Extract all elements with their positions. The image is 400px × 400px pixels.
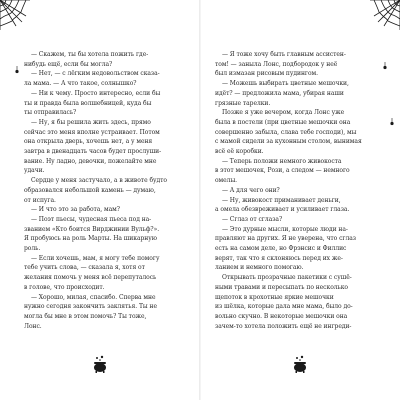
text-line: в голове, что происходит. [24,283,105,291]
text-line: нужно сегодня закончить заклятья. Ты не [24,303,157,311]
right-page-text [215,50,375,331]
text-line: а омела обезвреживает и усиливает глаза. [215,206,350,214]
text-line: — Скажем, ты бы хотела пожить где- [31,51,149,58]
text-line: — Если хочешь, мам, я могу тебе помогу [31,254,160,262]
text-line: — Я тоже хочу быть главным ассистен- [222,51,346,58]
left-page [0,0,199,400]
text-line: зачем-то хотела положить ещё не ингреди- [215,322,352,330]
spider-icon [389,118,395,126]
text-line: званием «Кто боится Вирджинии Вульф?». [24,225,160,233]
text-line: вание. Ну ладно, девочки, пожелайте мне [24,157,157,165]
text-line: — Сглаз от сглаза? [222,215,283,223]
text-line: Сердце у меня застучало, а в животе будто [31,177,167,185]
text-line: она открыла дверь, хочешь нет, а у меня [24,138,153,146]
text-line: Я пробуюсь на роль Марты. На шикарную [24,235,157,243]
text-line: образовался небольшой камень — думаю, [24,186,156,194]
text-line: есть на самом деле, но Фрэнсис и Филлис [215,245,347,253]
text-line: с мамой сидели за кухонным столом, вынимая [215,138,362,146]
text-line: — Это дурные мысли, которые люди на- [222,225,348,233]
text-line: омелы. [215,177,238,185]
text-line: ла мама. — А что такое, солнышко? [24,80,137,88]
spiderweb-icon [366,0,400,34]
text-line: идёт? — предложила мама, убирая наши [215,89,344,97]
text-line: желания помочь у меня всё перепуталось [24,274,157,282]
text-line: был измазан рисовым пудингом. [215,70,319,78]
text-line: тебе учить слова, — сказала я, хотя от [24,264,145,272]
text-line: сейчас это меня вполне устраивает. Потом [24,128,160,136]
text-line: вольно скучно. В некоторые мешочки она [215,312,348,320]
text-line: Позже я уже вечером, когда Лонс уже [222,109,345,117]
text-line: — И что это за работа, мам? [31,206,120,214]
text-line: верят, так что я склоняюсь перед их же- [215,254,343,262]
text-line: завтра в двенадцать часов будет прослуши- [24,148,162,156]
text-line: ты отправилась? [24,109,77,117]
text-line: — Ни к чему. Просто интересно, если бы [31,89,161,97]
text-line: была в постели (при цветные мешочки она [215,118,351,126]
text-line: ными травами и пересыпать по несколько [215,283,348,291]
text-line: — А для чего они? [222,186,280,194]
left-page-text [24,50,184,331]
text-line: — Теперь положи немного живокоста [222,157,342,165]
text-line: — Можешь выбирать цветные мешочки, [222,80,349,88]
spider-icon [382,62,388,70]
spiderweb-icon [0,0,34,34]
text-line: совершенно забыла, слава тебе господи), мы [215,128,357,136]
cauldron-icon [292,355,308,373]
text-line: от испуга. [24,196,56,204]
spider-icon [14,66,20,74]
text-line: из шёлка, которые дала мне мама, было до- [215,303,353,311]
text-line: — Нет, — с лёгким недовольством сказа- [31,70,160,78]
cauldron-icon [92,355,108,373]
text-line: ланием и немного помогаю. [215,264,304,272]
text-line: в этот мешочек, Рози, а следом — немного [215,167,350,175]
text-line: могла бы мне в этом помочь? Ты тоже, [24,312,147,320]
text-line: — Ну, я бы решила жить здесь, прямо [31,118,151,126]
text-line: удачи. [24,167,45,175]
text-line: щепоток в крохотные яркие мешочки [215,293,334,301]
text-line: грязные тарелки. [215,99,271,107]
text-line: — Ну, живокост приманивает деньги, [222,196,341,204]
text-line: Открывать прозрачные пакетики с сушё- [222,274,352,282]
text-line: — Хорошо, милая, спасибо. Сперва мне [31,293,156,301]
text-line: — Поэт пьесы, чудесная пьеса под на- [31,215,152,223]
text-line: всё её коробки. [215,148,264,156]
text-line: правляют на других. Я не уверена, что сглаз [215,235,357,243]
text-line: ты и правда была волшебницей, куда бы [24,99,152,107]
text-line: том! — заныла Лонс, подбородок у неё [215,60,338,68]
text-line: роль. [24,245,41,253]
text-line: нибудь ещё, если бы могла? [24,60,113,68]
text-line: Лонс. [24,322,42,330]
